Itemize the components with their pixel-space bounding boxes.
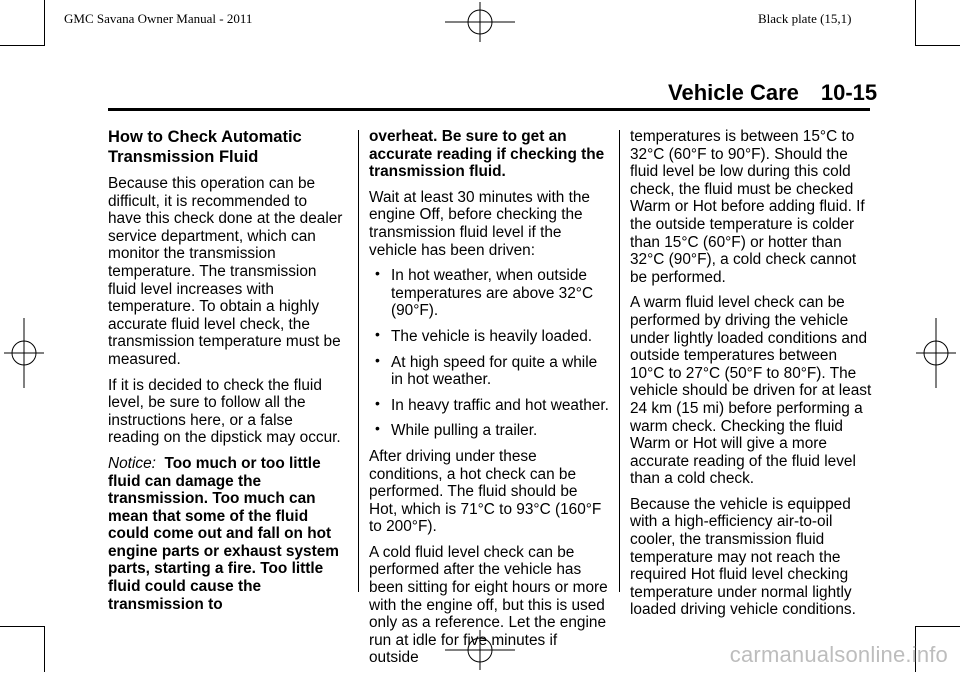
bullet-icon: • bbox=[375, 351, 380, 368]
column-divider bbox=[619, 130, 620, 592]
list-item-text: In hot weather, when outside temperatures are above 32°C (90°F). bbox=[391, 267, 594, 320]
plate-label: Black plate (15,1) bbox=[758, 11, 852, 26]
notice bbox=[108, 455, 344, 613]
column-2 bbox=[369, 128, 609, 675]
crop-mark bbox=[915, 626, 960, 627]
list-item-text: In heavy traffic and hot weather. bbox=[391, 396, 609, 414]
page-header bbox=[668, 80, 877, 106]
registration-mark-right bbox=[916, 318, 956, 388]
bullet-icon: • bbox=[375, 325, 380, 342]
crop-mark bbox=[0, 626, 45, 627]
crop-mark bbox=[44, 0, 45, 46]
list-item bbox=[369, 267, 609, 320]
condition-list bbox=[369, 267, 609, 440]
column-3 bbox=[630, 128, 872, 627]
section-title: Vehicle Care bbox=[668, 80, 799, 105]
watermark: carmanualsonline.info bbox=[729, 642, 948, 667]
bullet-icon: • bbox=[375, 265, 380, 282]
notice-text: Too much or too little fluid can damage the transmission. Too much can mean that some of the fluid could come out and fall on hot engine parts or exhaust system parts, starting a fire. Too little fluid could cause the transmission to bbox=[108, 454, 339, 613]
paragraph: Because this operation can be difficult, it is recommended to have this check done at the dealer service department, which can monitor the transmission temperature. The transmission fluid level increases with temperature. To obtain a highly accurate fluid level check, the transmission temperature must be measured. bbox=[108, 175, 343, 368]
section-heading: How to Check Automatic Transmission Fluid bbox=[108, 128, 302, 166]
list-item-text: While pulling a trailer. bbox=[391, 422, 538, 440]
page-number: 10-15 bbox=[820, 80, 878, 105]
list-item bbox=[369, 422, 609, 440]
column-1 bbox=[108, 128, 344, 621]
list-item bbox=[369, 351, 609, 389]
paragraph: A cold fluid level check can be performed after the vehicle has been sitting for eight hours or more with the engine off, but this is used only as a reference. Let the engine run at idle for five minutes if outside bbox=[369, 543, 608, 667]
paragraph: Wait at least 30 minutes with the engine Off, before checking the transmission fluid level if the vehicle has been driven: bbox=[369, 188, 590, 259]
paragraph: If it is decided to check the fluid level, be sure to follow all the instructions here, or a false reading on the dipstick may occur. bbox=[108, 376, 341, 447]
header-rule bbox=[108, 108, 870, 111]
paragraph: A warm fluid level check can be performed by driving the vehicle under lightly loaded conditions and outside temperatures between 10°C to 27°C (50°F to 80°F). The vehicle should be driven for at least 24 km (15 mi) before performing a warm check. Checking the fluid Warm or Hot will give a more accurate reading of the fluid level than a cold check. bbox=[630, 294, 872, 488]
list-item-text: The vehicle is heavily loaded. bbox=[391, 327, 593, 345]
crop-mark bbox=[0, 45, 45, 46]
notice-label: Notice: bbox=[108, 454, 156, 472]
paragraph: After driving under these conditions, a hot check can be performed. The fluid should be Hot, which is 71°C to 93°C (160°F to 200°F). bbox=[369, 447, 602, 536]
list-item bbox=[369, 325, 609, 346]
crop-mark bbox=[44, 626, 45, 672]
paragraph: Because the vehicle is equipped with a high-efficiency air-to-oil cooler, the transmission fluid temperature may not reach the required Hot fluid level checking temperature under normal lightly loaded driving vehicle conditions. bbox=[630, 495, 856, 619]
manual-title: GMC Savana Owner Manual - 2011 bbox=[64, 11, 253, 26]
crop-mark bbox=[915, 45, 960, 46]
bullet-icon: • bbox=[375, 420, 380, 437]
crop-mark bbox=[915, 0, 916, 46]
column-divider bbox=[358, 130, 359, 592]
list-item-text: At high speed for quite a while in hot weather. bbox=[391, 353, 598, 389]
registration-mark-top bbox=[445, 2, 515, 42]
list-item bbox=[369, 394, 609, 415]
notice-continued: overheat. Be sure to get an accurate reading if checking the transmission fluid. bbox=[369, 128, 605, 181]
registration-mark-left bbox=[4, 318, 44, 388]
paragraph: temperatures is between 15°C to 32°C (60°F to 90°F). Should the fluid level be low during this cold check, the fluid must be checked Warm or Hot before adding fluid. If the outside temperature is colder than 15°C (60°F) or hotter than 32°C (90°F), a cold check cannot be performed. bbox=[630, 128, 865, 286]
bullet-icon: • bbox=[375, 394, 380, 411]
